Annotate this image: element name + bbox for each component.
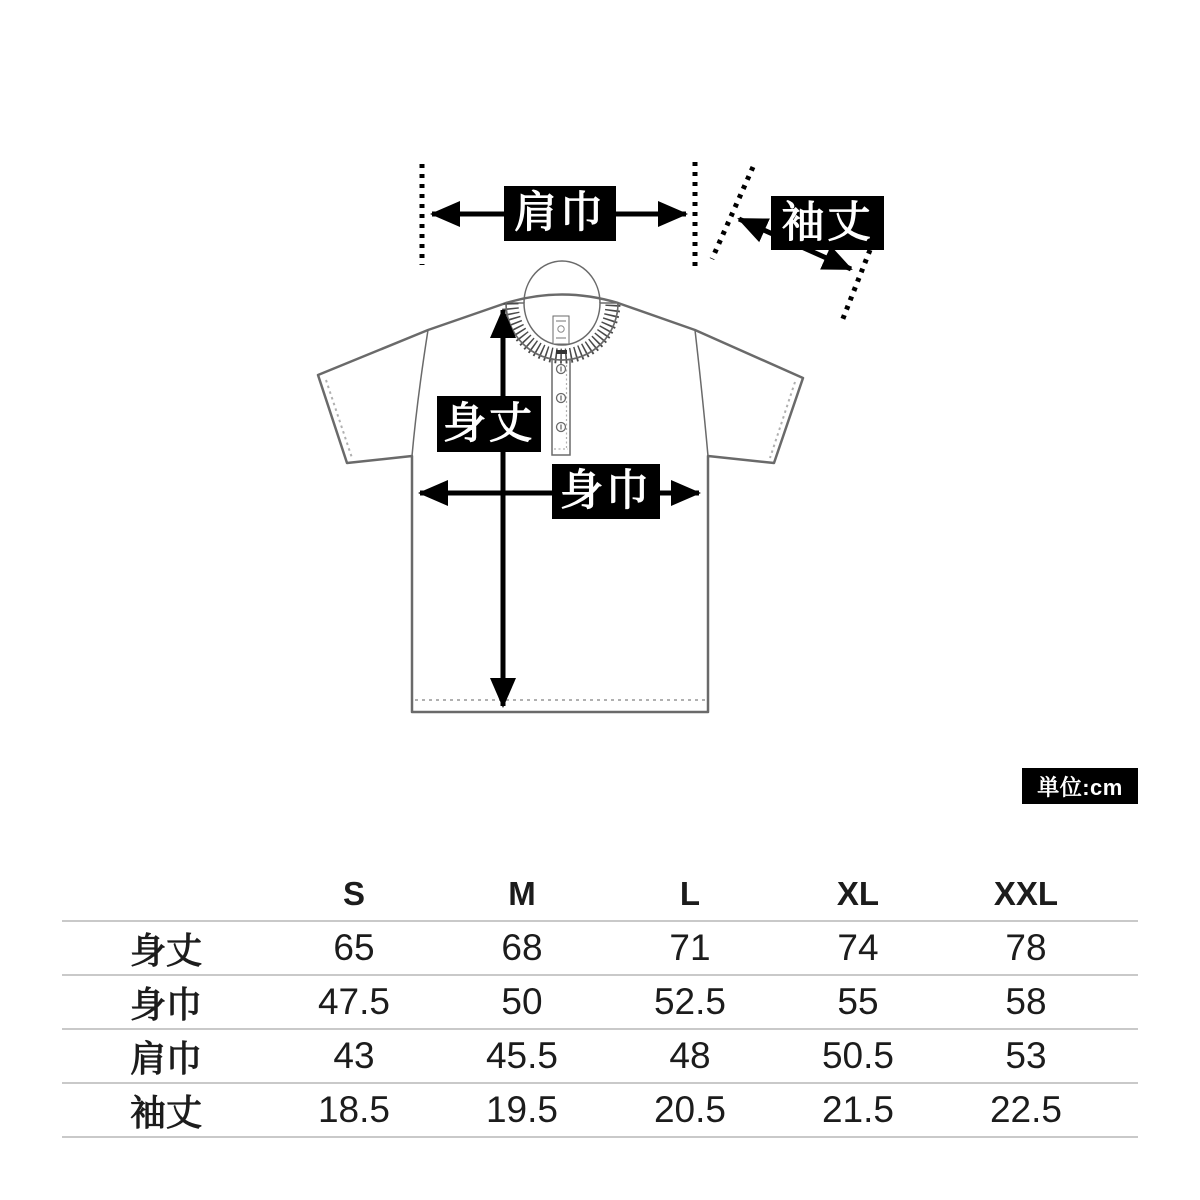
size-table <box>62 868 1138 1138</box>
unit-badge: 単位:cm <box>1022 768 1138 804</box>
cell-value: 58 <box>942 975 1110 1029</box>
cell-value: 50.5 <box>774 1029 942 1083</box>
body-length-label: 身丈 <box>437 396 541 452</box>
size-column-header: XL <box>836 875 880 912</box>
cell-value: 22.5 <box>942 1083 1110 1137</box>
size-column-header: XXL <box>993 875 1059 912</box>
cell-value: 48 <box>606 1029 774 1083</box>
row-label: 肩巾 <box>62 1029 270 1083</box>
spacer-cell <box>1110 975 1138 1029</box>
table-row-body-length <box>62 921 1138 975</box>
cell-value: 53 <box>942 1029 1110 1083</box>
table-row-sleeve-length <box>62 1083 1138 1137</box>
cell-value: 65 <box>270 921 438 975</box>
row-label: 身丈 <box>62 921 270 975</box>
size-column-header: L <box>679 875 701 912</box>
cell-value: 18.5 <box>270 1083 438 1137</box>
body-width-label: 身巾 <box>552 464 660 519</box>
cell-value: 55 <box>774 975 942 1029</box>
cell-value: 45.5 <box>438 1029 606 1083</box>
table-row-body-width <box>62 975 1138 1029</box>
button-placket <box>552 352 570 455</box>
cell-value: 50 <box>438 975 606 1029</box>
spacer-cell <box>1110 1083 1138 1137</box>
spacer-cell <box>1110 1029 1138 1083</box>
cell-value: 43 <box>270 1029 438 1083</box>
cell-value: 74 <box>774 921 942 975</box>
cell-value: 78 <box>942 921 1110 975</box>
table-row-shoulder-width <box>62 1029 1138 1083</box>
size-table-spacer-cell <box>1110 868 1138 921</box>
size-column-header: M <box>508 875 536 912</box>
cell-value: 47.5 <box>270 975 438 1029</box>
shoulder-width-label: 肩巾 <box>504 186 616 241</box>
cell-value: 71 <box>606 921 774 975</box>
sleeve-length-label: 袖丈 <box>771 196 884 250</box>
size-table-corner-cell <box>62 868 270 921</box>
spacer-cell <box>1110 921 1138 975</box>
size-column-header: S <box>342 875 365 912</box>
cell-value: 21.5 <box>774 1083 942 1137</box>
cell-value: 20.5 <box>606 1083 774 1137</box>
cell-value: 19.5 <box>438 1083 606 1137</box>
cell-value: 68 <box>438 921 606 975</box>
row-label: 袖丈 <box>62 1083 270 1137</box>
cell-value: 52.5 <box>606 975 774 1029</box>
size-table-header-row <box>62 868 1138 921</box>
row-label: 身巾 <box>62 975 270 1029</box>
